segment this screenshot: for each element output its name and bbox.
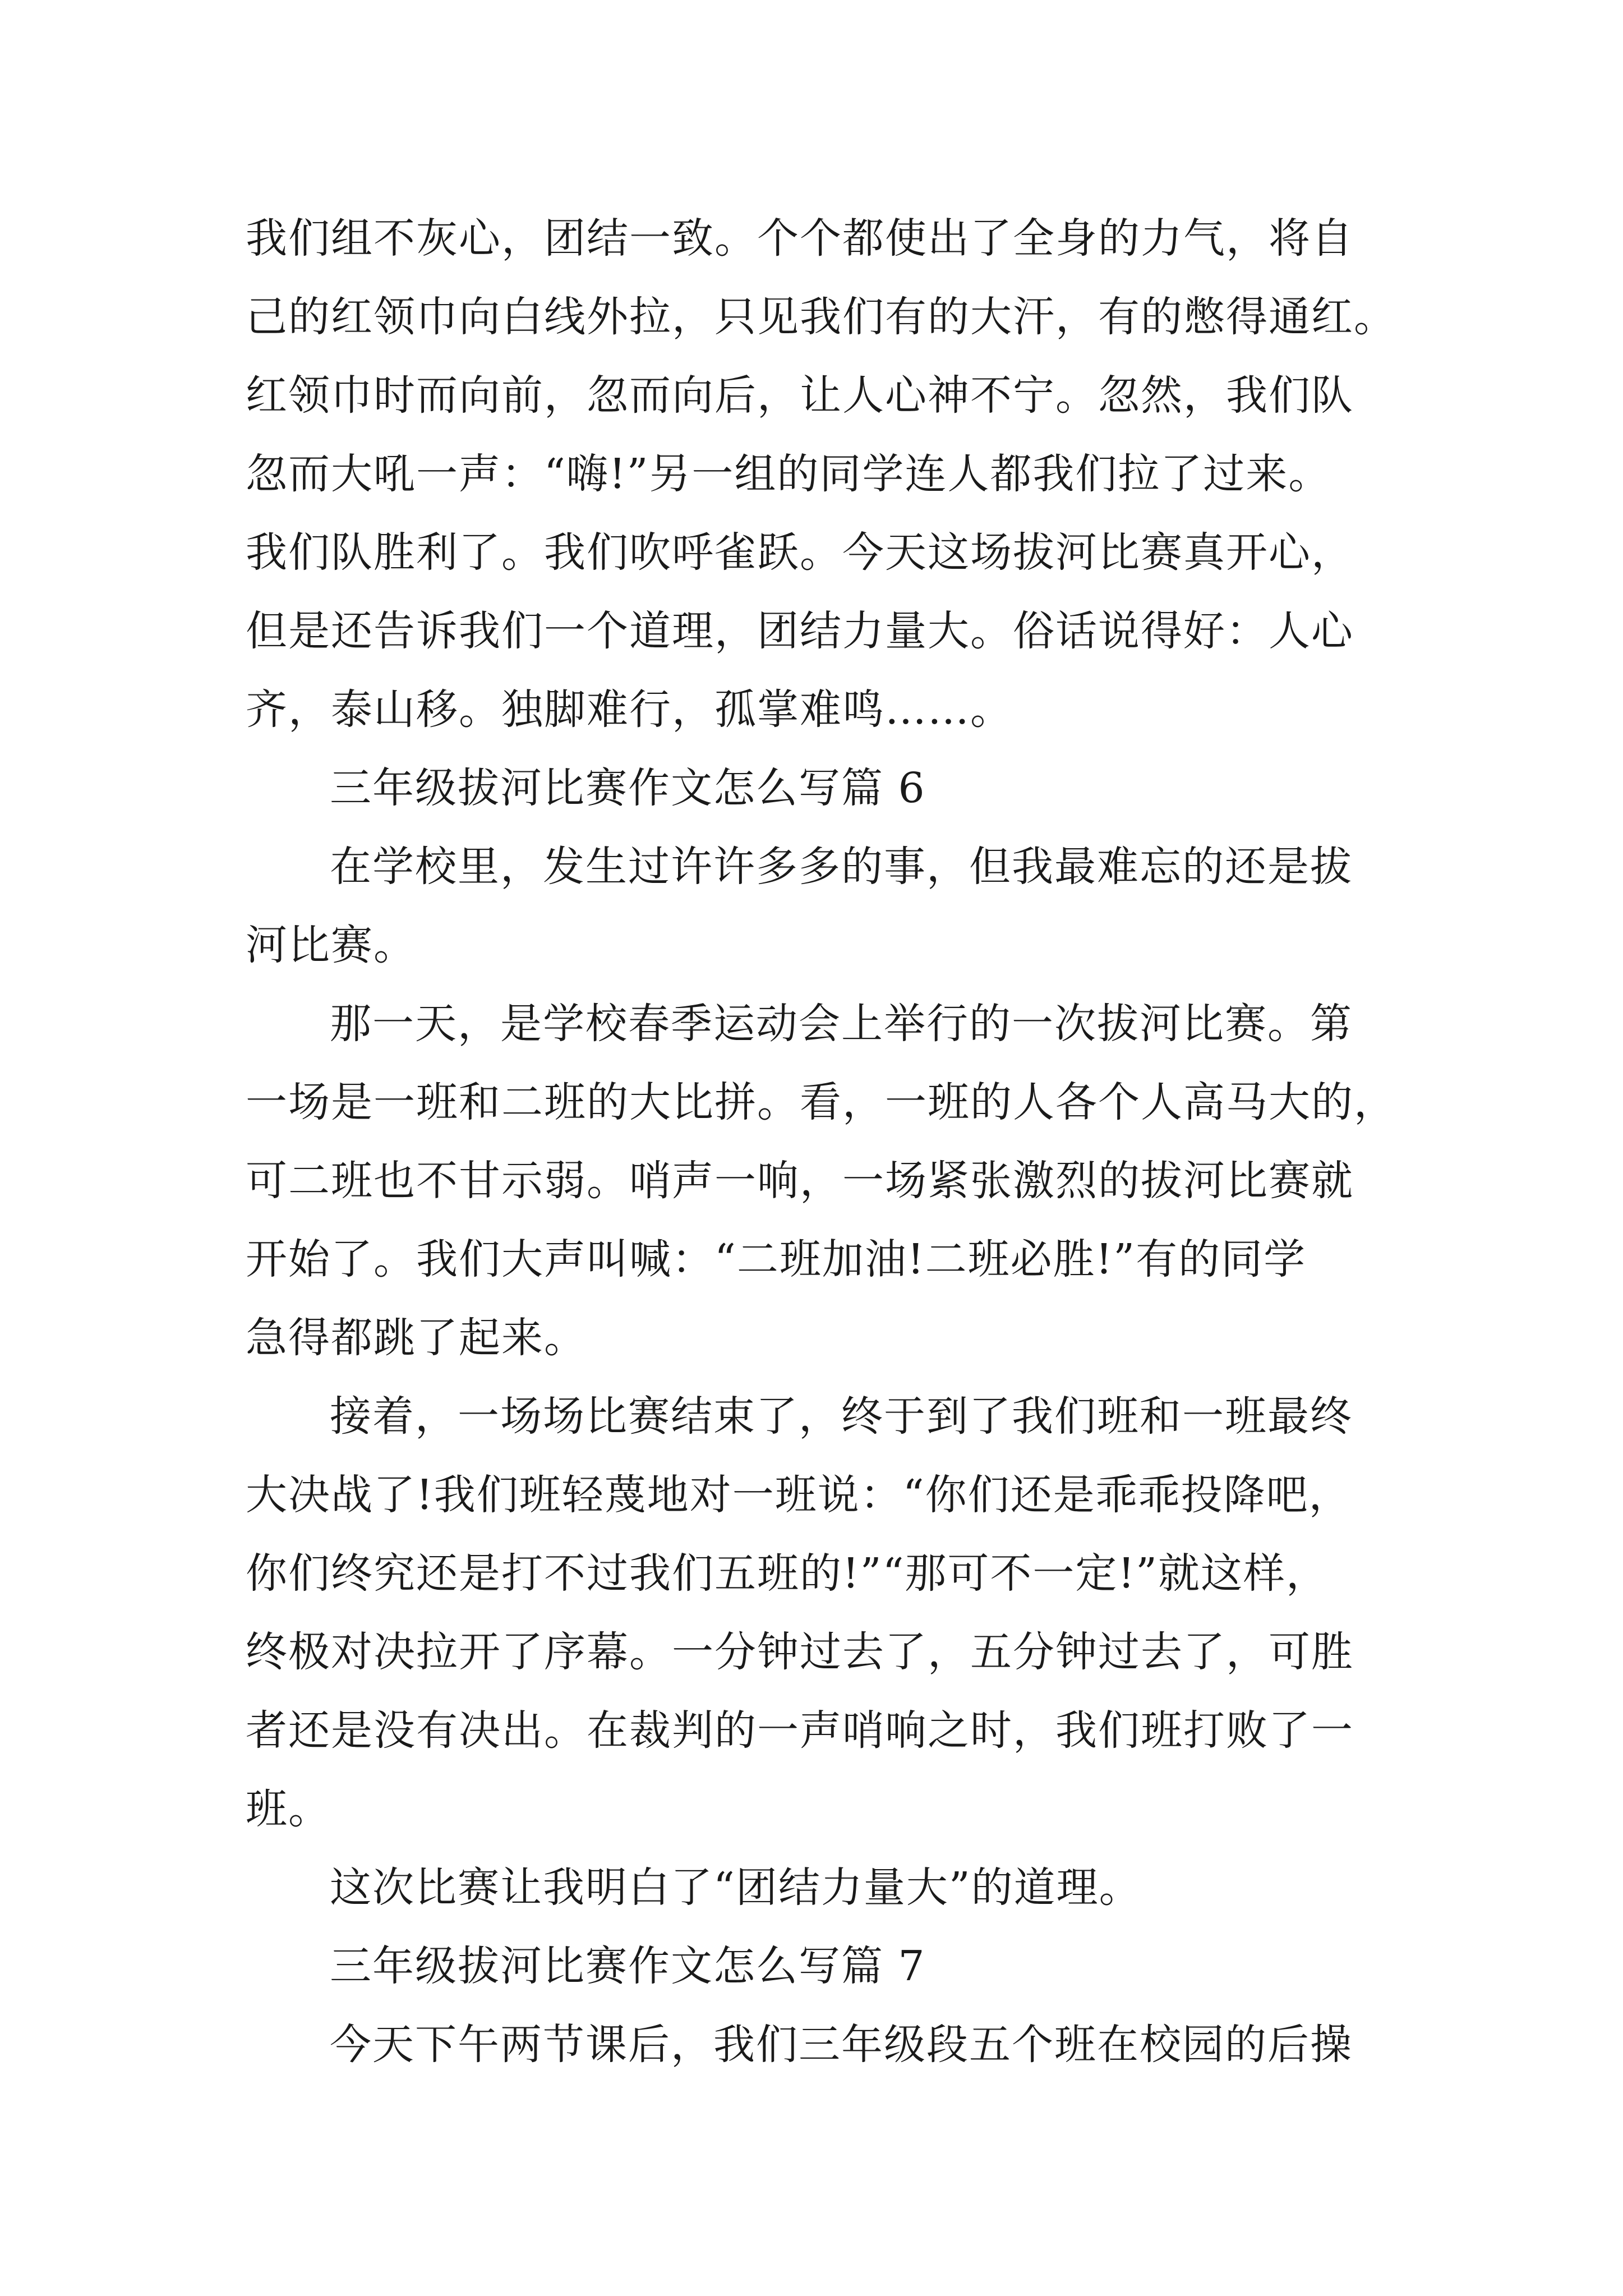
- text-line: 可二班也不甘示弱。哨声一响，一场紧张激烈的拔河比赛就: [246, 1157, 1354, 1205]
- text-line: 你们终究还是打不过我们五班的!”“那可不一定!”就这样，: [246, 1549, 1329, 1598]
- text-line: 终极对决拉开了序幕。一分钟过去了，五分钟过去了，可胜: [246, 1628, 1354, 1676]
- text-line: 在学校里，发生过许许多多的事，但我最难忘的还是拔: [330, 843, 1353, 891]
- text-line: 今天下午两节课后，我们三年级段五个班在校园的后操: [330, 2021, 1353, 2069]
- text-line: 急得都跳了起来。: [246, 1314, 587, 1362]
- text-line: 接着，一场场比赛结束了，终于到了我们班和一班最终: [330, 1392, 1353, 1441]
- text-line: 那一天，是学校春季运动会上举行的一次拔河比赛。第: [330, 1000, 1353, 1048]
- text-line: 这次比赛让我明白了“团结力量大”的道理。: [330, 1864, 1142, 1912]
- text-line: 己的红领巾向白线外拉，只见我们有的大汗，有的憋得通红。: [246, 293, 1396, 341]
- text-line: 我们队胜利了。我们吹呼雀跃。今天这场拔河比赛真开心，: [246, 528, 1354, 577]
- text-line: 忽而大吼一声：“嗨!”另一组的同学连人都我们拉了过来。: [246, 450, 1331, 498]
- text-line: 班。: [246, 1785, 331, 1833]
- text-line: 三年级拔河比赛作文怎么写篇 6: [330, 764, 926, 812]
- text-line: 红领巾时而向前，忽而向后，让人心神不宁。忽然，我们队: [246, 371, 1354, 420]
- text-line: 开始了。我们大声叫喊：“二班加油!二班必胜!”有的同学: [246, 1235, 1307, 1283]
- text-line: 但是还告诉我们一个道理，团结力量大。俗话说得好：人心: [246, 607, 1354, 655]
- text-line: 三年级拔河比赛作文怎么写篇 7: [330, 1942, 926, 1990]
- text-line: 齐，泰山移。独脚难行，孤掌难鸣……。: [246, 685, 1013, 734]
- text-line: 河比赛。: [246, 921, 416, 969]
- text-line: 我们组不灰心，团结一致。个个都使出了全身的力气，将自: [246, 214, 1354, 263]
- text-line: 者还是没有决出。在裁判的一声哨响之时，我们班打败了一: [246, 1706, 1354, 1755]
- text-line: 大决战了!我们班轻蔑地对一班说：“你们还是乖乖投降吧，: [246, 1471, 1352, 1519]
- text-line: 一场是一班和二班的大比拼。看，一班的人各个人高马大的，: [246, 1078, 1396, 1126]
- document-body: [246, 199, 1396, 2084]
